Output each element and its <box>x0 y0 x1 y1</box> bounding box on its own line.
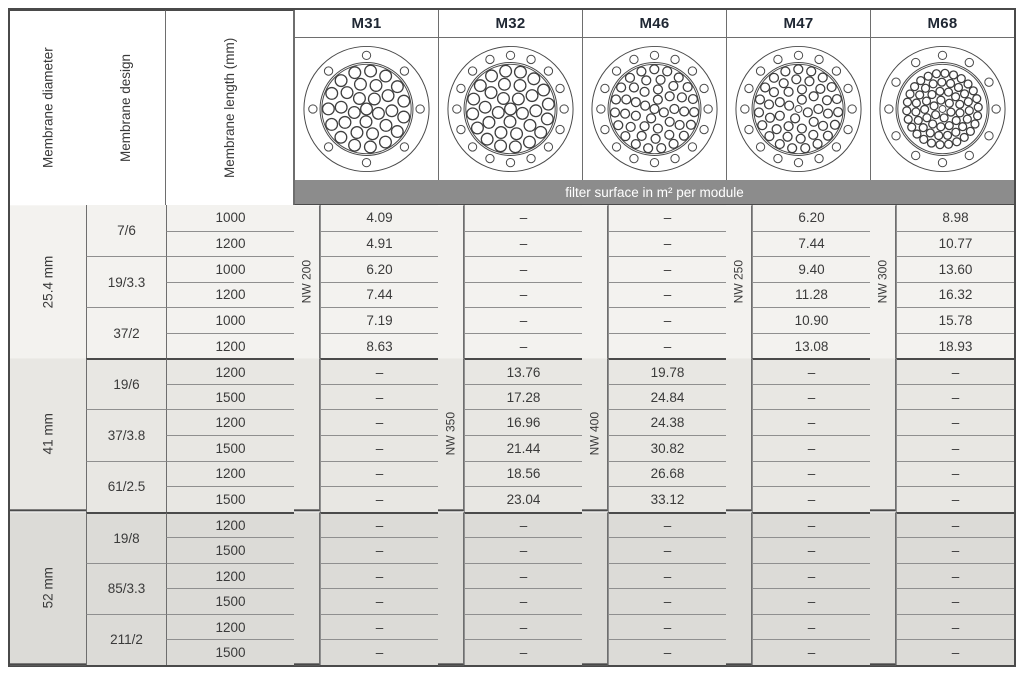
filter-surface-value: 10.77 <box>896 231 1014 257</box>
nw-cell <box>294 358 320 511</box>
nw-cell: NW 200 <box>294 205 320 358</box>
diameter-cell: 52 mm <box>10 512 86 665</box>
empty-value-cell: – <box>320 639 438 665</box>
nw-cell: NW 250 <box>726 205 752 358</box>
empty-value-cell: – <box>752 358 870 384</box>
module-header-m47: M47 <box>726 10 870 38</box>
flange-cross-section-icon <box>439 39 582 179</box>
module-diagram-m68 <box>870 38 1014 180</box>
length-cell: 1200 <box>166 409 294 435</box>
empty-value-cell: – <box>896 614 1014 640</box>
empty-value-cell: – <box>896 409 1014 435</box>
design-cell: 7/6 <box>86 205 166 256</box>
length-cell: 1200 <box>166 512 294 538</box>
empty-value-cell: – <box>896 461 1014 487</box>
length-cell: 1200 <box>166 461 294 487</box>
filter-surface-value: 13.76 <box>464 358 582 384</box>
design-cell: 37/2 <box>86 307 166 358</box>
empty-value-cell: – <box>752 639 870 665</box>
module-diagram-m32 <box>438 38 582 180</box>
filter-surface-value: 7.44 <box>320 282 438 308</box>
empty-value-cell: – <box>320 588 438 614</box>
empty-value-cell: – <box>320 435 438 461</box>
empty-value-cell: – <box>320 537 438 563</box>
empty-value-cell: – <box>608 639 726 665</box>
nw-cell <box>438 512 464 665</box>
col-header-membrane-design: Membrane design <box>86 10 166 205</box>
filter-surface-value: 4.91 <box>320 231 438 257</box>
nw-cell: NW 400 <box>582 358 608 511</box>
filter-surface-value: 8.98 <box>896 205 1014 231</box>
empty-value-cell: – <box>464 205 582 231</box>
filter-surface-value: 15.78 <box>896 307 1014 333</box>
filter-surface-banner: filter surface in m² per module <box>294 180 1014 205</box>
length-cell: 1200 <box>166 563 294 589</box>
empty-value-cell: – <box>608 333 726 359</box>
length-cell: 1500 <box>166 639 294 665</box>
col-header-membrane-length: Membrane length (mm) <box>166 10 294 205</box>
nw-cell <box>870 358 896 511</box>
nw-cell: NW 300 <box>870 205 896 358</box>
empty-value-cell: – <box>320 358 438 384</box>
filter-surface-value: 24.84 <box>608 384 726 410</box>
empty-value-cell: – <box>320 486 438 512</box>
design-cell: 37/3.8 <box>86 409 166 460</box>
empty-value-cell: – <box>752 614 870 640</box>
empty-value-cell: – <box>608 256 726 282</box>
filter-surface-value: 6.20 <box>320 256 438 282</box>
empty-value-cell: – <box>464 639 582 665</box>
empty-value-cell: – <box>752 512 870 538</box>
module-header-m68: M68 <box>870 10 1014 38</box>
empty-value-cell: – <box>464 537 582 563</box>
filter-surface-value: 21.44 <box>464 435 582 461</box>
length-cell: 1200 <box>166 614 294 640</box>
nw-cell <box>582 512 608 665</box>
empty-value-cell: – <box>464 588 582 614</box>
filter-surface-value: 4.09 <box>320 205 438 231</box>
empty-value-cell: – <box>464 512 582 538</box>
module-header-m32: M32 <box>438 10 582 38</box>
empty-value-cell: – <box>608 563 726 589</box>
empty-value-cell: – <box>752 588 870 614</box>
length-cell: 1200 <box>166 282 294 308</box>
empty-value-cell: – <box>752 461 870 487</box>
design-cell: 19/6 <box>86 358 166 409</box>
empty-value-cell: – <box>896 384 1014 410</box>
empty-value-cell: – <box>896 563 1014 589</box>
empty-value-cell: – <box>608 307 726 333</box>
empty-value-cell: – <box>752 384 870 410</box>
diameter-cell: 41 mm <box>10 358 86 511</box>
filter-surface-value: 7.19 <box>320 307 438 333</box>
length-cell: 1000 <box>166 205 294 231</box>
filter-surface-value: 10.90 <box>752 307 870 333</box>
filter-surface-value: 18.93 <box>896 333 1014 359</box>
flange-cross-section-icon <box>727 39 870 179</box>
module-header-m46: M46 <box>582 10 726 38</box>
empty-value-cell: – <box>896 486 1014 512</box>
empty-value-cell: – <box>464 256 582 282</box>
empty-value-cell: – <box>320 461 438 487</box>
design-cell: 61/2.5 <box>86 461 166 512</box>
nw-cell <box>294 512 320 665</box>
module-diagram-m46 <box>582 38 726 180</box>
design-cell: 19/3.3 <box>86 256 166 307</box>
filter-surface-value: 11.28 <box>752 282 870 308</box>
empty-value-cell: – <box>896 537 1014 563</box>
filter-surface-value: 8.63 <box>320 333 438 359</box>
empty-value-cell: – <box>752 486 870 512</box>
empty-value-cell: – <box>752 409 870 435</box>
empty-value-cell: – <box>608 537 726 563</box>
length-cell: 1200 <box>166 358 294 384</box>
nw-cell <box>870 512 896 665</box>
nw-cell: NW 350 <box>438 358 464 511</box>
length-cell: 1200 <box>166 231 294 257</box>
empty-value-cell: – <box>752 435 870 461</box>
nw-cell <box>726 512 752 665</box>
design-cell: 85/3.3 <box>86 563 166 614</box>
length-cell: 1200 <box>166 333 294 359</box>
filter-surface-value: 9.40 <box>752 256 870 282</box>
nw-cell <box>726 358 752 511</box>
length-cell: 1500 <box>166 384 294 410</box>
empty-value-cell: – <box>752 563 870 589</box>
filter-surface-value: 6.20 <box>752 205 870 231</box>
module-diagram-m47 <box>726 38 870 180</box>
empty-value-cell: – <box>464 563 582 589</box>
length-cell: 1500 <box>166 486 294 512</box>
empty-value-cell: – <box>896 435 1014 461</box>
flange-cross-section-icon <box>583 39 726 179</box>
filter-surface-value: 30.82 <box>608 435 726 461</box>
empty-value-cell: – <box>608 588 726 614</box>
filter-surface-value: 13.08 <box>752 333 870 359</box>
empty-value-cell: – <box>608 205 726 231</box>
filter-surface-value: 19.78 <box>608 358 726 384</box>
filter-surface-value: 24.38 <box>608 409 726 435</box>
length-cell: 1500 <box>166 435 294 461</box>
empty-value-cell: – <box>464 307 582 333</box>
length-cell: 1500 <box>166 537 294 563</box>
filter-surface-value: 23.04 <box>464 486 582 512</box>
filter-surface-value: 18.56 <box>464 461 582 487</box>
empty-value-cell: – <box>320 409 438 435</box>
empty-value-cell: – <box>320 614 438 640</box>
empty-value-cell: – <box>608 512 726 538</box>
filter-surface-value: 26.68 <box>608 461 726 487</box>
module-header-m31: M31 <box>294 10 438 38</box>
filter-surface-value: 13.60 <box>896 256 1014 282</box>
filter-surface-value: 33.12 <box>608 486 726 512</box>
empty-value-cell: – <box>608 282 726 308</box>
length-cell: 1000 <box>166 256 294 282</box>
flange-cross-section-icon <box>871 39 1014 179</box>
empty-value-cell: – <box>608 231 726 257</box>
design-cell: 19/8 <box>86 512 166 563</box>
empty-value-cell: – <box>464 333 582 359</box>
col-header-membrane-diameter: Membrane diameter <box>10 10 86 205</box>
diameter-cell: 25.4 mm <box>10 205 86 358</box>
length-cell: 1500 <box>166 588 294 614</box>
membrane-module-spec-table <box>8 8 1016 667</box>
filter-surface-value: 16.96 <box>464 409 582 435</box>
empty-value-cell: – <box>896 588 1014 614</box>
filter-surface-value: 16.32 <box>896 282 1014 308</box>
filter-surface-value: 7.44 <box>752 231 870 257</box>
length-cell: 1000 <box>166 307 294 333</box>
module-diagram-m31 <box>294 38 438 180</box>
empty-value-cell: – <box>896 639 1014 665</box>
empty-value-cell: – <box>896 358 1014 384</box>
empty-value-cell: – <box>464 231 582 257</box>
nw-cell <box>582 205 608 358</box>
flange-cross-section-icon <box>295 39 438 179</box>
empty-value-cell: – <box>752 537 870 563</box>
design-cell: 211/2 <box>86 614 166 665</box>
empty-value-cell: – <box>320 384 438 410</box>
empty-value-cell: – <box>896 512 1014 538</box>
empty-value-cell: – <box>464 614 582 640</box>
nw-cell <box>438 205 464 358</box>
empty-value-cell: – <box>608 614 726 640</box>
empty-value-cell: – <box>464 282 582 308</box>
empty-value-cell: – <box>320 512 438 538</box>
filter-surface-value: 17.28 <box>464 384 582 410</box>
empty-value-cell: – <box>320 563 438 589</box>
